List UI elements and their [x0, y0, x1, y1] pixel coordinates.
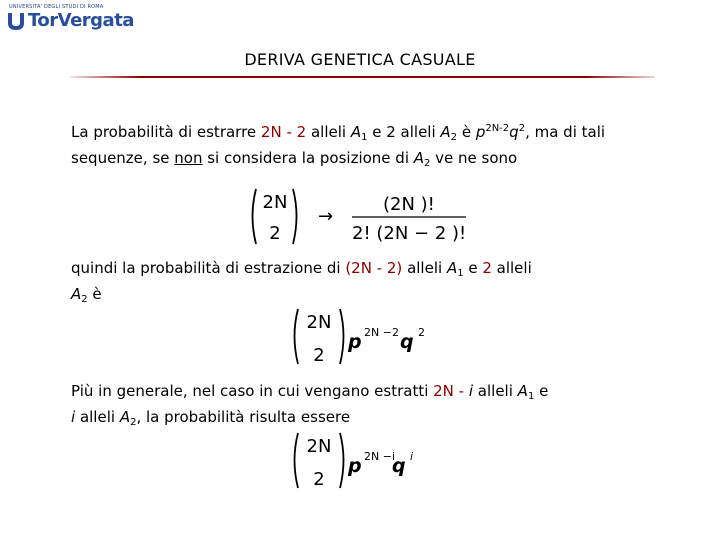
logo-name-text: TorVergata — [28, 10, 134, 31]
university-logo — [6, 4, 134, 32]
binomial-formula-1 — [248, 186, 478, 248]
arrow-symbol: → — [318, 206, 334, 227]
fraction-denominator: 2! (2N − 2 )! — [352, 223, 467, 244]
right-paren — [340, 309, 344, 364]
binomial-top: 2N — [306, 312, 332, 333]
fraction-numerator: (2N )! — [383, 194, 435, 215]
general-formula-3 — [290, 430, 440, 492]
binomial-bottom: 2 — [313, 345, 325, 366]
paragraph-2: quindi la probabilità di estrazione di (2N - 2) alleli $A_1$ e 2 alleli $A_2$ è — [71, 259, 532, 305]
binomial-top: 2N — [306, 436, 332, 457]
left-paren — [295, 433, 299, 488]
left-paren — [295, 309, 299, 364]
title-divider — [70, 76, 655, 78]
p-symbol: p — [348, 455, 362, 477]
logo-university-text: UNIVERSITA' DEGLI STUDI DI ROMA — [9, 4, 104, 10]
p-exponent: 2N −2 — [364, 326, 399, 339]
paragraph-3: Più in generale, nel caso in cui vengano estratti 2N - i alleli $A_1$ e i alleli $A_2$, la probabilità risulta essere — [71, 382, 549, 428]
binomial-bottom: 2 — [313, 469, 325, 490]
probability-formula-2 — [290, 306, 440, 368]
right-paren — [293, 189, 297, 244]
logo-mark-icon — [6, 11, 26, 31]
q-symbol: q — [400, 331, 414, 353]
q-exponent: i — [410, 450, 414, 463]
right-paren — [340, 433, 344, 488]
slide-title: DERIVA GENETICA CASUALE — [244, 50, 476, 69]
binomial-bottom: 2 — [269, 223, 281, 244]
q-symbol: q — [392, 455, 406, 477]
paragraph-1: La probabilità di estrarre 2N - 2 alleli $A_1$ e 2 alleli $A_2$ è $p^{2N-2}q^2$, ma di tali sequenze, se non si considera la posizione di $A_2$ ve ne sono — [71, 123, 606, 169]
p-symbol: p — [348, 331, 362, 353]
q-exponent: 2 — [418, 326, 425, 339]
binomial-top: 2N — [262, 192, 288, 213]
left-paren — [253, 189, 257, 244]
p-exponent: 2N −i — [364, 450, 395, 463]
